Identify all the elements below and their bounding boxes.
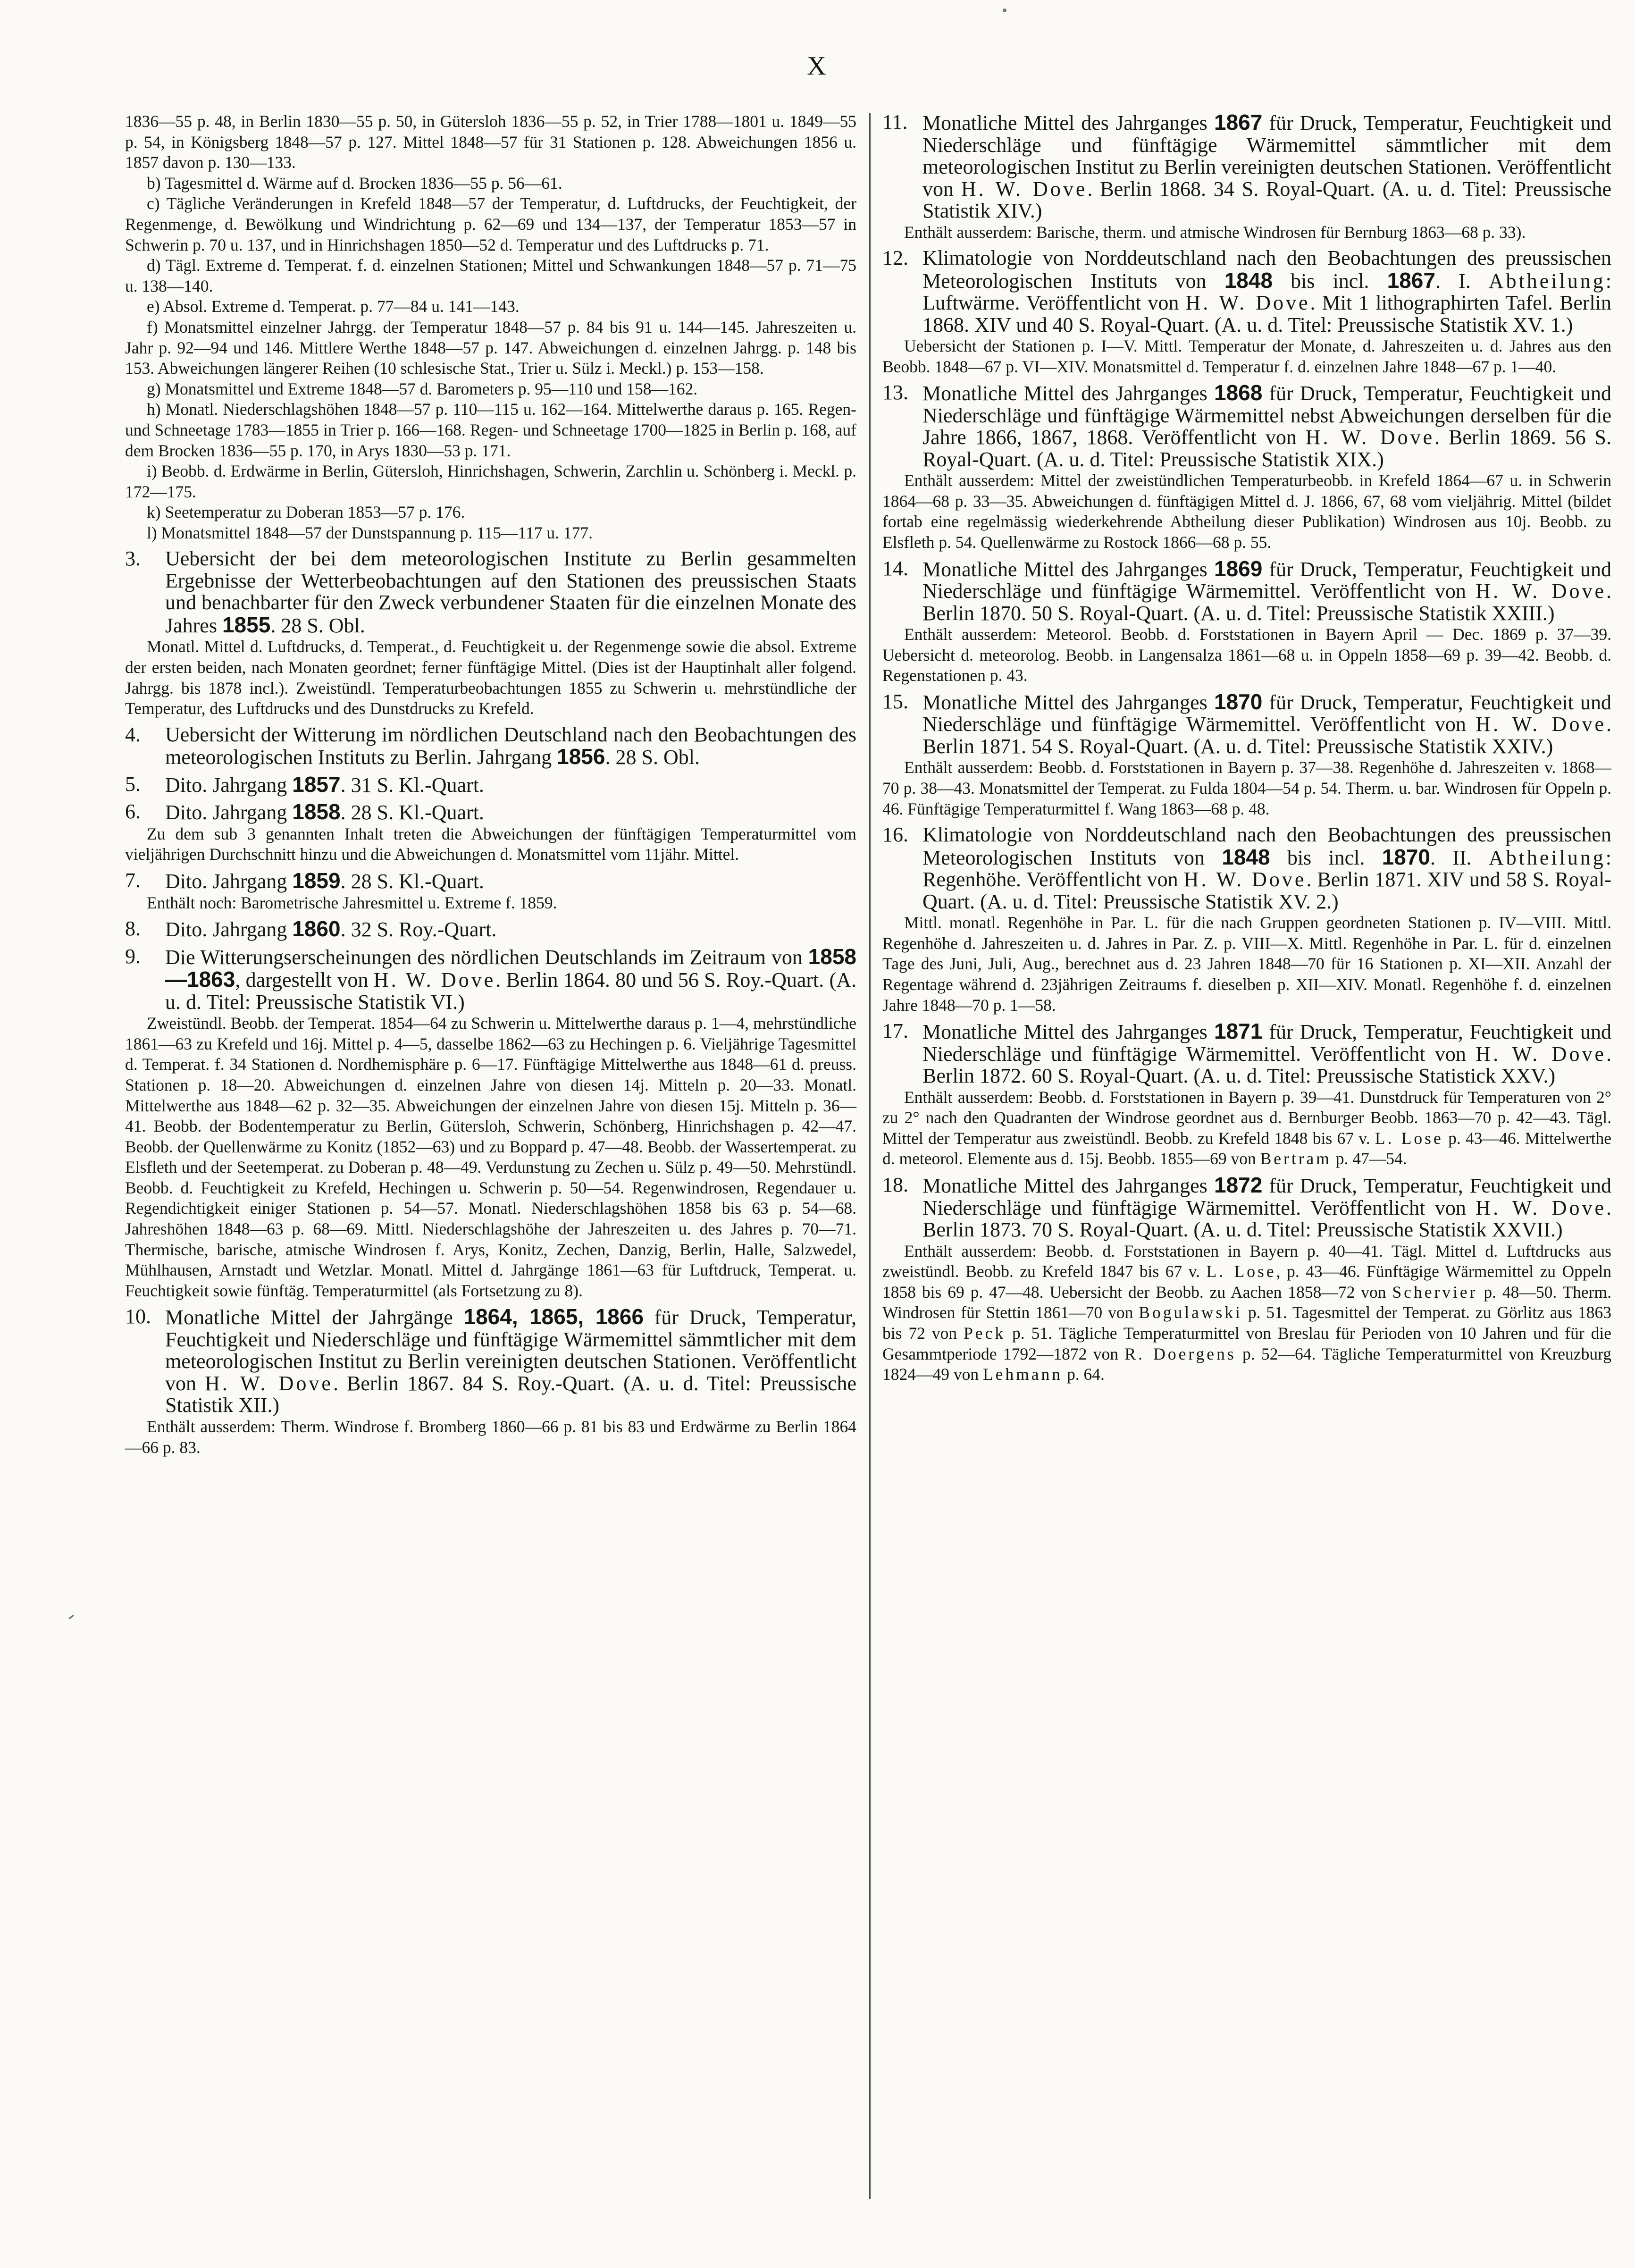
entry-details: . Berlin 1872. 60 S. Royal-Quart. (A. u. d. Titel: Preussische Statistick XXV.) xyxy=(922,1042,1611,1088)
entry-year: 1848 xyxy=(1224,268,1273,293)
left-column xyxy=(125,111,856,1458)
bibliography-entry-10 xyxy=(125,1306,856,1417)
entry-number: 10. xyxy=(125,1305,151,1328)
entry-details: . 28 S. Kl.-Quart. xyxy=(340,870,484,893)
entry-number: 8. xyxy=(125,917,141,941)
right-column xyxy=(882,111,1611,1385)
entry-author: H. W. Dove xyxy=(1183,868,1307,891)
entry-year: 1857 xyxy=(292,772,341,797)
entry-number: 7. xyxy=(125,869,141,892)
entry-details: . Mit 1 lithographirten Tafel. Berlin 1868. XIV und 40 S. Royal-Quart. (A. u. d. Titel: Preussische Statistik XV. 1.) xyxy=(922,291,1612,336)
entry-details: . Berlin 1869. 56 S. Royal-Quart. (A. u. d. Titel: Preussische Statistik XIX.) xyxy=(922,426,1612,471)
person-name: Schervier xyxy=(1392,1282,1478,1302)
entry-details: . Berlin 1864. 80 und 56 S. Roy.-Quart. (A. u. d. Titel: Preussische Statistik VI.) xyxy=(165,968,857,1014)
entry-year: 1856 xyxy=(557,744,605,769)
subitem-d: d) Tägl. Extreme d. Temperat. f. d. einzelnen Stationen; Mittel und Schwankungen 1848—57 p. 71—75 u. 138—140. xyxy=(125,256,856,295)
entry-year: 1870 xyxy=(1382,844,1430,869)
entry-details: . 32 S. Roy.-Quart. xyxy=(340,918,497,941)
note-text: p. 43—46. Mittelwerthe d. meteorol. Elemente aus d. 15j. Beobb. 1855—69 von xyxy=(882,1128,1612,1168)
entry-details: . 28 S. Obl. xyxy=(605,746,700,769)
entry-title: Klimatologie von Norddeutschland nach den Beobachtungen des preussischen Meteorologischen Instituts von xyxy=(922,823,1611,869)
entry-author: H. W. Dove xyxy=(373,968,496,992)
entry-number: 17. xyxy=(882,1019,908,1043)
entry-number: 15. xyxy=(882,689,908,713)
column-divider xyxy=(869,113,871,2199)
entry-number: 4. xyxy=(125,722,141,746)
subitem-e: e) Absol. Extreme d. Temperat. p. 77—84 u. 141—143. xyxy=(147,297,520,316)
entry-author: H. W. Dove xyxy=(1476,1042,1606,1066)
note-text: Enthält ausserdem: Beobb. d. Forststationen in Bayern p. 40—41. Tägl. Mittel d. Luftdrucks aus zweistündl. Beobb. zu Krefeld 1847 bis 67 v. xyxy=(882,1241,1611,1281)
subitem-c: c) Tägliche Veränderungen in Krefeld 1848—57 der Temperatur, d. Luftdrucks, der Feuchtigkeit, der Regenmenge, d. Bewölkung und Windrichtung p. 62—69 und 134—137, der Temperatur 1853—57 in Schwerin p. 70 u. 137, und in Hinrichshagen 1850—52 d. Temperatur und des Luftdrucks p. 71. xyxy=(125,194,856,254)
entry-note: Enthält ausserdem: Beobb. d. Forststationen in Bayern p. 37—38. Regenhöhe d. Jahreszeiten v. 1868—70 p. 38—43. Monatsmittel der Temperat. zu Fulda 1804—54 p. 54. Therm. u. bar. Windrosen für Oppeln p. 46. Fünftägige Temperaturmittel f. Wang 1863—68 p. 48. xyxy=(882,758,1611,818)
scan-speck xyxy=(68,1615,74,1619)
entry-note: Zu dem sub 3 genannten Inhalt treten die Abweichungen der fünftägigen Temperaturmittel vom vieljährigen Durchschnitt hinzu und die Abweichungen d. Monatsmittel vom 11jähr. Mittel. xyxy=(125,824,856,864)
note-text: p. 64. xyxy=(1066,1365,1105,1384)
note-text: Enthält ausserdem: Beobb. d. Forststationen in Bayern p. 39—41. Dunstdruck für Temperaturen von 2° zu 2° nach den Quadranten der Windrose geordnet aus d. Bernburger Beobb. 1863—70 p. 42—43. Tägl. Mittel der Temperatur aus zweistündl. Beobb. zu Krefeld 1848 bis 67 v. xyxy=(882,1087,1611,1148)
entry-title: Dito. Jahrgang xyxy=(165,918,287,941)
bibliography-entry-18 xyxy=(882,1174,1611,1241)
person-name: L. Lose xyxy=(1375,1128,1443,1148)
entry-details: . 28 S. Kl.-Quart. xyxy=(340,801,484,824)
bibliography-entry-5 xyxy=(125,773,856,797)
entry-note: Enthält ausserdem: Barische, therm. und atmische Windrosen für Bernburg 1863—68 p. 33). xyxy=(904,222,1526,242)
entry-section: Abtheilung xyxy=(1488,846,1606,869)
entry-year: 1868 xyxy=(1214,380,1263,405)
person-name: Lehmann xyxy=(983,1365,1063,1384)
bibliography-entry-11 xyxy=(882,111,1611,222)
entry-text: für Druck, Temperatur, Feuchtigkeit und Niederschläge und fünftägige Wärmemittel. Veröffentlicht von xyxy=(922,1020,1612,1066)
entry-title: Monatliche Mittel des Jahrganges xyxy=(922,1020,1207,1044)
entry-text: : Luftwärme. Veröffentlicht von xyxy=(922,269,1611,315)
note-text: , p. 43—46. Fünftägige Wärmemittel zu Oppeln 1858 bis 69 p. 47—48. Uebersicht der Beobb. zu Aachen 1858—72 von xyxy=(882,1262,1612,1302)
entry-year: 1859 xyxy=(292,868,341,893)
entry-details: . Berlin 1871. 54 S. Royal-Quart. (A. u. d. Titel: Preussische Statistik XXIV.) xyxy=(922,713,1611,758)
entry-note: Enthält ausserdem: Mittel der zweistündlichen Temperaturbeobb. in Krefeld 1864—67 u. in Schwerin 1864—68 p. 33—35. Abweichungen d. fünftägigen Mittel d. J. 1866, 67, 68 vom vieljährig. Mittel (bildet fortab eine regelmässig wiederkehrende Abtheilung dieser Publikation) Windrosen aus 10j. Beobb. zu Elsfleth p. 54. Quellenwärme zu Rostock 1866—68 p. 55. xyxy=(882,471,1611,552)
note-text: p. 48—50. Therm. Windrosen für Stettin 1861—70 von xyxy=(882,1282,1611,1322)
entry-number: 13. xyxy=(882,381,908,404)
entry-details: . 31 S. Kl.-Quart. xyxy=(340,773,484,797)
entry-text: bis incl. xyxy=(1287,846,1365,869)
subitem-b: b) Tagesmittel d. Wärme auf d. Brocken 1836—55 p. 56—61. xyxy=(147,173,562,193)
entry-note: Uebersicht der Stationen p. I—V. Mittl. Temperatur der Monate, d. Jahreszeiten u. d. Jahres aus den Beobb. 1848—67 p. VI—XIV. Monatsmittel d. Temperatur f. d. einzelnen Jahre 1848—67 p. 1—40. xyxy=(882,336,1611,376)
entry-number: 16. xyxy=(882,823,908,847)
entry-title: Monatliche Mittel des Jahrganges xyxy=(922,1174,1207,1198)
entry-author: H. W. Dove xyxy=(205,1371,333,1395)
entry-note: Zweistündl. Beobb. der Temperat. 1854—64 zu Schwerin u. Mittelwerthe daraus p. 1—4, mehrstündliche 1861—63 zu Krefeld und 16j. Mittel p. 4—5, dasselbe 1862—63 zu Hechingen p. 6. Vieljährige Tagesmittel d. Temperat. f. 34 Stationen d. Nordhemisphäre p. 6—17. Fünftägige Mittelwerthe aus 1848—61 d. preuss. Stationen p. 18—20. Abweichungen d. einzelnen Jahre von diesen 14j. Mitteln p. 20—33. Monatl. Mittelwerthe aus 1848—62 p. 32—35. Abweichungen der einzelnen Jahre von diesen 15j. Mitteln p. 36—41. Beobb. der Bodentemperatur zu Berlin, Gütersloh, Schwerin, Schönberg, Hinrichshagen p. 42—47. Beobb. der Quellenwärme zu Konitz (1852—63) und zu Boppard p. 47—48. Beobb. der Wassertemperat. zu Elsfleth und der Seetemperat. zu Doberan p. 48—49. Verdunstung zu Zechen u. Sülz p. 49—50. Mehrstündl. Beobb. d. Feuchtigkeit zu Krefeld, Hechingen u. Schwerin p. 50—54. Regenwindrosen, Regendauer u. Regendichtigkeit einiger Stationen p. 54—57. Monatl. Niederschlagshöhen 1858 bis 63 p. 54—68. Jahreshöhen 1848—63 p. 68—69. Mittl. Niederschlagshöhe der Jahreszeiten u. des Jahres p. 70—71. Thermische, barische, atmische Windrosen f. Arys, Konitz, Zechen, Danzig, Berlin, Halle, Salzwedel, Mühlhausen, Arnstadt und Wetzlar. Monatl. Mittel d. Jahrgänge 1861—63 für Luftdruck, Temperat. u. Feuchtigkeit sowie fünftäg. Temperaturmittel (als Fortsetzung zu 8). xyxy=(125,1014,856,1300)
entry-number: 12. xyxy=(882,246,908,270)
entry-note: Enthält noch: Barometrische Jahresmittel u. Extreme f. 1859. xyxy=(147,893,557,912)
entry-number: 5. xyxy=(125,772,141,796)
bibliography-entry-7 xyxy=(125,870,856,893)
entry-text: für Druck, Temperatur, Feuchtigkeit und Niederschläge und fünftägige Wärmemittel. Veröffentlicht von xyxy=(922,690,1612,736)
entry-number: 6. xyxy=(125,800,141,823)
page-number: X xyxy=(807,51,828,81)
entry-details: . Berlin 1873. 70 S. Royal-Quart. (A. u. d. Titel: Preussische Statistik XXVII.) xyxy=(922,1196,1611,1242)
entry-note: Monatl. Mittel d. Luftdrucks, d. Temperat., d. Feuchtigkeit u. der Regenmenge sowie die absol. Extreme der ersten beiden, nach Monaten geordnet; ferner fünftägige Mittel. (Dies ist der Hauptinhalt aller folgend. Jahrgg. bis 1878 incl.). Zweistündl. Temperaturbeobachtungen 1855 zu Schwerin u. mehrstündliche der Temperatur, des Luftdrucks und des Dunstdrucks zu Krefeld. xyxy=(125,637,856,718)
entry-year: 1864, 1865, 1866 xyxy=(463,1304,644,1329)
bibliography-entry-14 xyxy=(882,558,1611,625)
bibliography-entry-8 xyxy=(125,918,856,941)
bibliography-entry-12 xyxy=(882,247,1611,336)
entry-number: 18. xyxy=(882,1173,908,1197)
entry-author: H. W. Dove xyxy=(961,177,1088,201)
bibliography-entry-3 xyxy=(125,548,856,637)
entry-section: Abtheilung xyxy=(1488,269,1606,293)
entry-number: 3. xyxy=(125,547,141,571)
entry-title: Monatliche Mittel des Jahrganges xyxy=(922,690,1207,714)
entry-note: Enthält ausserdem: Therm. Windrose f. Bromberg 1860—66 p. 81 bis 83 und Erdwärme zu Berlin 1864—66 p. 83. xyxy=(125,1417,856,1457)
entry-number: 14. xyxy=(882,556,908,580)
person-name: R. Doergens xyxy=(1124,1344,1236,1363)
entry-note: Mittl. monatl. Regenhöhe in Par. L. für die nach Gruppen geordneten Stationen p. IV—VIII. Mittl. Regenhöhe d. Jahreszeiten u. d. Jahres in Par. Z. p. VIII—X. Mittl. Regenhöhe in Par. L. für d. einzelnen Tage des Juni, Juli, Aug., berechnet aus d. 23 Jahren 1848—70 für 16 Stationen p. XI—XII. Anzahl der Regentage während d. 23jährigen Zeitraums f. dieselben p. XII—XIV. Monatl. Regenhöhe f. d. einzelnen Jahre 1848—70 p. 1—58. xyxy=(882,913,1611,1015)
entry-details: . 28 S. Obl. xyxy=(270,613,365,637)
note-text: p. 51. Tagesmittel der Temperat. zu Görlitz aus 1863 bis 72 von xyxy=(882,1303,1612,1343)
entry-details: . Berlin 1870. 50 S. Royal-Quart. (A. u. d. Titel: Preussische Statistik XXIII.) xyxy=(922,580,1611,625)
entry-details: . Berlin 1868. 34 S. Royal-Quart. (A. u. d. Titel: Preussische Statistik XIV.) xyxy=(922,177,1611,222)
note-text: p. 51. Tägliche Temperaturmittel von Breslau für Perioden von 10 Jahren und für die Gesammtperiode 1792—1872 von xyxy=(882,1323,1612,1363)
note-text: p. 52—64. Tägliche Temperaturmittel von Kreuzburg 1824—49 von xyxy=(882,1344,1611,1384)
entry-text: , dargestellt von xyxy=(235,968,369,992)
person-name: Bogulawski xyxy=(1139,1303,1242,1322)
entry-text: für Druck, Temperatur, Feuchtigkeit und Niederschläge und fünftägige Wärmemittel nebst Abweichungen derselben für die Jahre 1866, 1867, 1868. Veröffentlicht von xyxy=(922,382,1612,449)
entry-title: Monatliche Mittel des Jahrganges xyxy=(922,557,1207,581)
entry-title: Die Witterungserscheinungen des nördlichen Deutschlands im Zeitraum von xyxy=(165,945,803,969)
entry-text: für Druck, Temperatur, Feuchtigkeit und Niederschläge und fünftägige Wärmemittel sämmtlicher mit dem meteorologischen Institut zu Berlin vereinigten deutschen Stationen. Veröffentlicht von xyxy=(922,111,1612,201)
note-text: p. 47—54. xyxy=(1335,1149,1407,1168)
subitem-g: g) Monatsmittel und Extreme 1848—57 d. Barometers p. 95—110 und 158—162. xyxy=(147,379,698,398)
entry-text: bis incl. xyxy=(1291,269,1369,293)
entry-title: Klimatologie von Norddeutschland nach den Beobachtungen des preussischen Meteorologischen Instituts von xyxy=(922,246,1611,293)
entry-year: 1870 xyxy=(1214,689,1263,714)
subitem-h: h) Monatl. Niederschlagshöhen 1848—57 p. 110—115 u. 162—164. Mittelwerthe daraus p. 165. Regen- und Schneetage 1783—1855 in Trier p. 166—168. Regen- und Schneetage 1700—1825 in Berlin p. 168, auf dem Brocken 1836—55 p. 170, in Arys 1830—53 p. 171. xyxy=(125,400,856,460)
bibliography-entry-9 xyxy=(125,946,856,1014)
entry-year: 1871 xyxy=(1214,1019,1263,1044)
entry-author: H. W. Dove xyxy=(1476,1196,1606,1219)
entry-year: 1869 xyxy=(1214,556,1263,581)
entry-number: 11. xyxy=(882,110,908,134)
entry-year: 1860 xyxy=(292,916,341,941)
entry-text: : Regenhöhe. Veröffentlicht von xyxy=(922,846,1612,891)
entry-details: . Berlin 1867. 84 S. Roy.-Quart. (A. u. d. Titel: Preussische Statistik XII.) xyxy=(165,1371,857,1417)
person-name: Bertram xyxy=(1260,1149,1332,1168)
entry-text: . II. xyxy=(1430,846,1472,869)
bibliography-entry-15 xyxy=(882,691,1611,758)
entry-title: Dito. Jahrgang xyxy=(165,773,287,797)
entry-text: . I. xyxy=(1435,269,1471,293)
entry-title: Dito. Jahrgang xyxy=(165,870,287,893)
bibliography-entry-16 xyxy=(882,824,1611,913)
entry-title: Dito. Jahrgang xyxy=(165,801,287,824)
subitem-f: f) Monatsmittel einzelner Jahrgg. der Temperatur 1848—57 p. 84 bis 91 u. 144—145. Jahreszeiten u. Jahr p. 92—94 und 146. Mittlere Werthe 1848—57 p. 147. Abweichungen d. einzelnen Jahrgg. p. 148 bis 153. Abweichungen längerer Reihen (10 schlesische Stat., Trier u. Sülz i. Meckl.) p. 153—158. xyxy=(125,317,856,378)
entry-author: H. W. Dove xyxy=(1476,580,1606,603)
entry-year: 1848 xyxy=(1222,844,1270,869)
entry-author: H. W. Dove xyxy=(1185,291,1310,315)
subitem-k: k) Seetemperatur zu Doberan 1853—57 p. 176. xyxy=(147,503,465,522)
subitem-i: i) Beobb. d. Erdwärme in Berlin, Gütersloh, Hinrichshagen, Schwerin, Zarchlin u. Schönberg i. Meckl. p. 172—175. xyxy=(125,462,856,501)
entry-year: 1855 xyxy=(222,612,271,637)
entry-text: für Druck, Temperatur, Feuchtigkeit und Niederschläge und fünftägige Wärmemittel sämmtlicher mit dem meteorologischen Institut zu Berlin vereinigten deutschen Stationen. Veröffentlicht von xyxy=(165,1306,856,1395)
entry-title: Uebersicht der Witterung im nördlichen Deutschland nach den Beobachtungen des meteorologischen Instituts zu Berlin. Jahrgang xyxy=(165,722,856,769)
continued-paragraph: 1836—55 p. 48, in Berlin 1830—55 p. 50, in Gütersloh 1836—55 p. 52, in Trier 1788—1801 u. 1849—55 p. 54, in Königsberg 1848—57 p. 127. Mittel 1848—57 für 31 Stationen p. 128. Abweichungen 1856 u. 1857 davon p. 130—133. xyxy=(125,112,856,172)
person-name: L. Lose xyxy=(1206,1262,1276,1281)
entry-text: für Druck, Temperatur, Feuchtigkeit und Niederschläge und fünftägige Wärmemittel. Veröffentlicht von xyxy=(922,557,1612,603)
entry-year: 1858 xyxy=(292,799,341,824)
bibliography-entry-4 xyxy=(125,724,856,769)
entry-year: 1872 xyxy=(1214,1173,1263,1198)
entry-details: . Berlin 1871. XIV und 58 S. Royal-Quart. (A. u. d. Titel: Preussische Statistik XV. 2.) xyxy=(922,868,1611,913)
entry-title: Uebersicht der bei dem meteorologischen Institute zu Berlin gesammelten Ergebnisse der Wetterbeobachtungen auf den Stationen des preussischen Staats und benachbarter für den Zweck verbundener Staaten für die einzelnen Monate des Jahres xyxy=(165,547,856,637)
bibliography-entry-13 xyxy=(882,382,1611,470)
entry-text: für Druck, Temperatur, Feuchtigkeit und Niederschläge und fünftägige Wärmemittel. Veröffentlicht von xyxy=(922,1174,1612,1219)
entry-year: 1867 xyxy=(1387,268,1435,293)
bibliography-entry-17 xyxy=(882,1020,1611,1087)
bibliography-entry-6 xyxy=(125,801,856,824)
scan-speck xyxy=(1003,8,1006,12)
entry-title: Monatliche Mittel des Jahrganges xyxy=(922,382,1207,405)
entry-title: Monatliche Mittel des Jahrganges xyxy=(922,111,1207,134)
entry-number: 9. xyxy=(125,944,141,968)
entry-note xyxy=(882,1087,1611,1169)
entry-author: H. W. Dove xyxy=(1476,713,1606,736)
entry-author: H. W. Dove xyxy=(1305,426,1435,449)
entry-title: Monatliche Mittel der Jahrgänge xyxy=(165,1306,453,1329)
entry-note xyxy=(882,1241,1611,1385)
entry-note: Enthält ausserdem: Meteorol. Beobb. d. Forststationen in Bayern April — Dec. 1869 p. 37—39. Uebersicht d. meteorolog. Beobb. in Langensalza 1861—68 u. in Oppeln 1858—69 p. 39—42. Beobb. d. Regenstationen p. 43. xyxy=(882,625,1611,685)
entry-year: 1858—1863 xyxy=(165,944,856,992)
subitem-l: l) Monatsmittel 1848—57 der Dunstspannung p. 115—117 u. 177. xyxy=(147,523,593,542)
entry-year: 1867 xyxy=(1214,110,1263,134)
person-name: Peck xyxy=(964,1323,1006,1343)
